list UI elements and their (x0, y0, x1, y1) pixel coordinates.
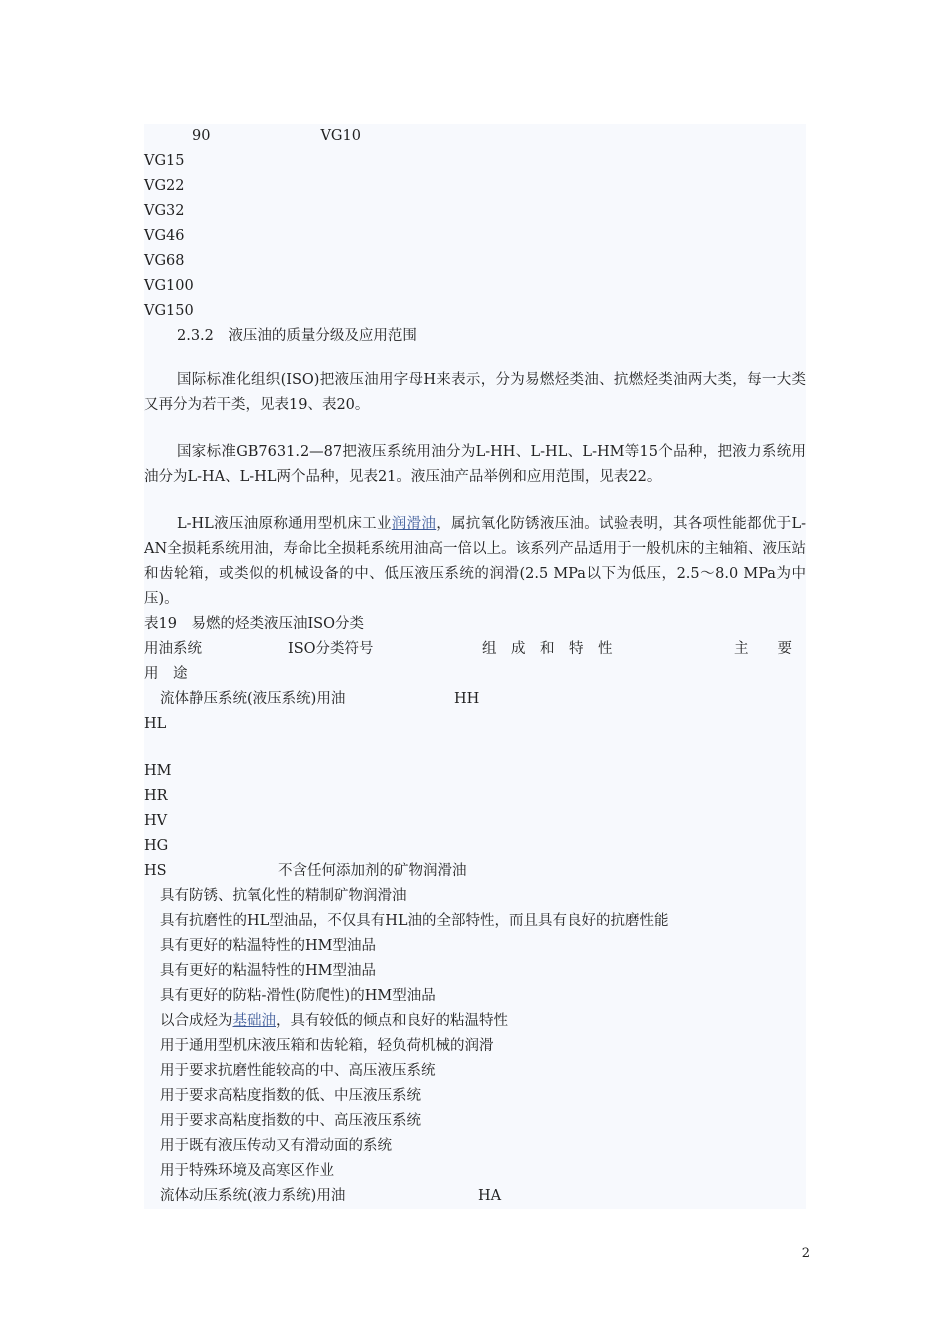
table-title: 表19 易燃的烃类液压油ISO分类 (144, 616, 364, 632)
lubricant-link[interactable]: 润滑油 (391, 516, 437, 532)
iso-code: HM (144, 763, 172, 779)
iso-code: HA (478, 1188, 502, 1204)
iso-code: HR (144, 788, 168, 804)
section-heading: 2.3.2 液压油的质量分级及应用范围 (177, 328, 417, 344)
property-text: 以合成烃为基础油，具有较低的倾点和良好的粘温特性 (160, 1013, 508, 1029)
page-number: 2 (801, 1246, 810, 1261)
iso-code-row: HS 不含任何添加剂的矿物润滑油 (144, 859, 806, 884)
header-system: 用油系统 (144, 641, 202, 657)
viscosity-first-row (144, 124, 806, 149)
viscosity-grade: VG46 (144, 228, 185, 244)
document-body (144, 124, 806, 1209)
property-text: 具有抗磨性的HL型油品，不仅具有HL油的全部特性，而且具有良好的抗磨性能 (160, 913, 669, 929)
row-dynamic-system: 流体动压系统(液力系统)用油 HA (144, 1184, 806, 1209)
property-text: 具有更好的粘温特性的HM型油品 (160, 963, 376, 979)
use-text: 用于要求高粘度指数的中、高压液压系统 (160, 1113, 421, 1129)
viscosity-grade: VG68 (144, 253, 185, 269)
viscosity-grade: VG100 (144, 278, 194, 294)
viscosity-grade: VG10 (320, 128, 361, 144)
header-use-continued: 用 途 (144, 666, 188, 682)
paragraph-gb-standard: 国家标准GB7631.2—87把液压系统用油分为L-HH、L-HL、L-HM等15个品种，把液力系统用油分为L-HA、L-HL两个品种，见表21。液压油产品举例和应用范围，见表22。 (144, 444, 806, 485)
paragraph-iso: 国际标准化组织(ISO)把液压油用字母H来表示，分为易燃烃类油、抗燃烃类油两大类，每一大类又再分为若干类，见表19、表20。 (144, 372, 806, 413)
property-text: 具有更好的粘温特性的HM型油品 (160, 938, 376, 954)
property-text: 具有更好的防粘-滑性(防爬性)的HM型油品 (160, 988, 436, 1004)
property-text: 具有防锈、抗氧化性的精制矿物润滑油 (160, 888, 407, 904)
iso-code: HG (144, 838, 169, 854)
iso-code: HH (454, 691, 480, 707)
iso-code: HV (144, 813, 168, 829)
use-text: 用于要求抗磨性能较高的中、高压液压系统 (160, 1063, 436, 1079)
header-iso: ISO分类符号 (288, 641, 374, 657)
use-text: 用于特殊环境及高寒区作业 (160, 1163, 334, 1179)
header-use: 主 要 (734, 641, 792, 657)
viscosity-grade: VG32 (144, 203, 185, 219)
table-header (144, 637, 806, 662)
header-composition: 组 成 和 特 性 (482, 641, 613, 657)
row-static-system: 流体静压系统(液压系统)用油 HH (144, 687, 806, 712)
viscosity-number: 90 (192, 128, 211, 144)
paragraph-l-hl: L-HL液压油原称通用型机床工业润滑油，属抗氧化防锈液压油。试验表明，其各项性能都优于L-AN全损耗系统用油，寿命比全损耗系统用油高一倍以上。该系列产品适用于一般机床的主轴箱、液压站和齿轮箱，或类似的机械设备的中、低压液压系统的润滑(2.5 MPa以下为低压，2.5～8.0 MPa为中压)。 (144, 516, 807, 607)
viscosity-grade: VG22 (144, 178, 185, 194)
use-text: 用于要求高粘度指数的低、中压液压系统 (160, 1088, 421, 1104)
viscosity-grade: VG150 (144, 303, 194, 319)
use-text: 用于既有液压传动又有滑动面的系统 (160, 1138, 392, 1154)
base-oil-link[interactable]: 基础油 (232, 1013, 276, 1029)
viscosity-grade: VG15 (144, 153, 185, 169)
iso-code: HL (144, 716, 167, 732)
property-text: 不含任何添加剂的矿物润滑油 (278, 863, 467, 879)
use-text: 用于通用型机床液压箱和齿轮箱，轻负荷机械的润滑 (160, 1038, 494, 1054)
